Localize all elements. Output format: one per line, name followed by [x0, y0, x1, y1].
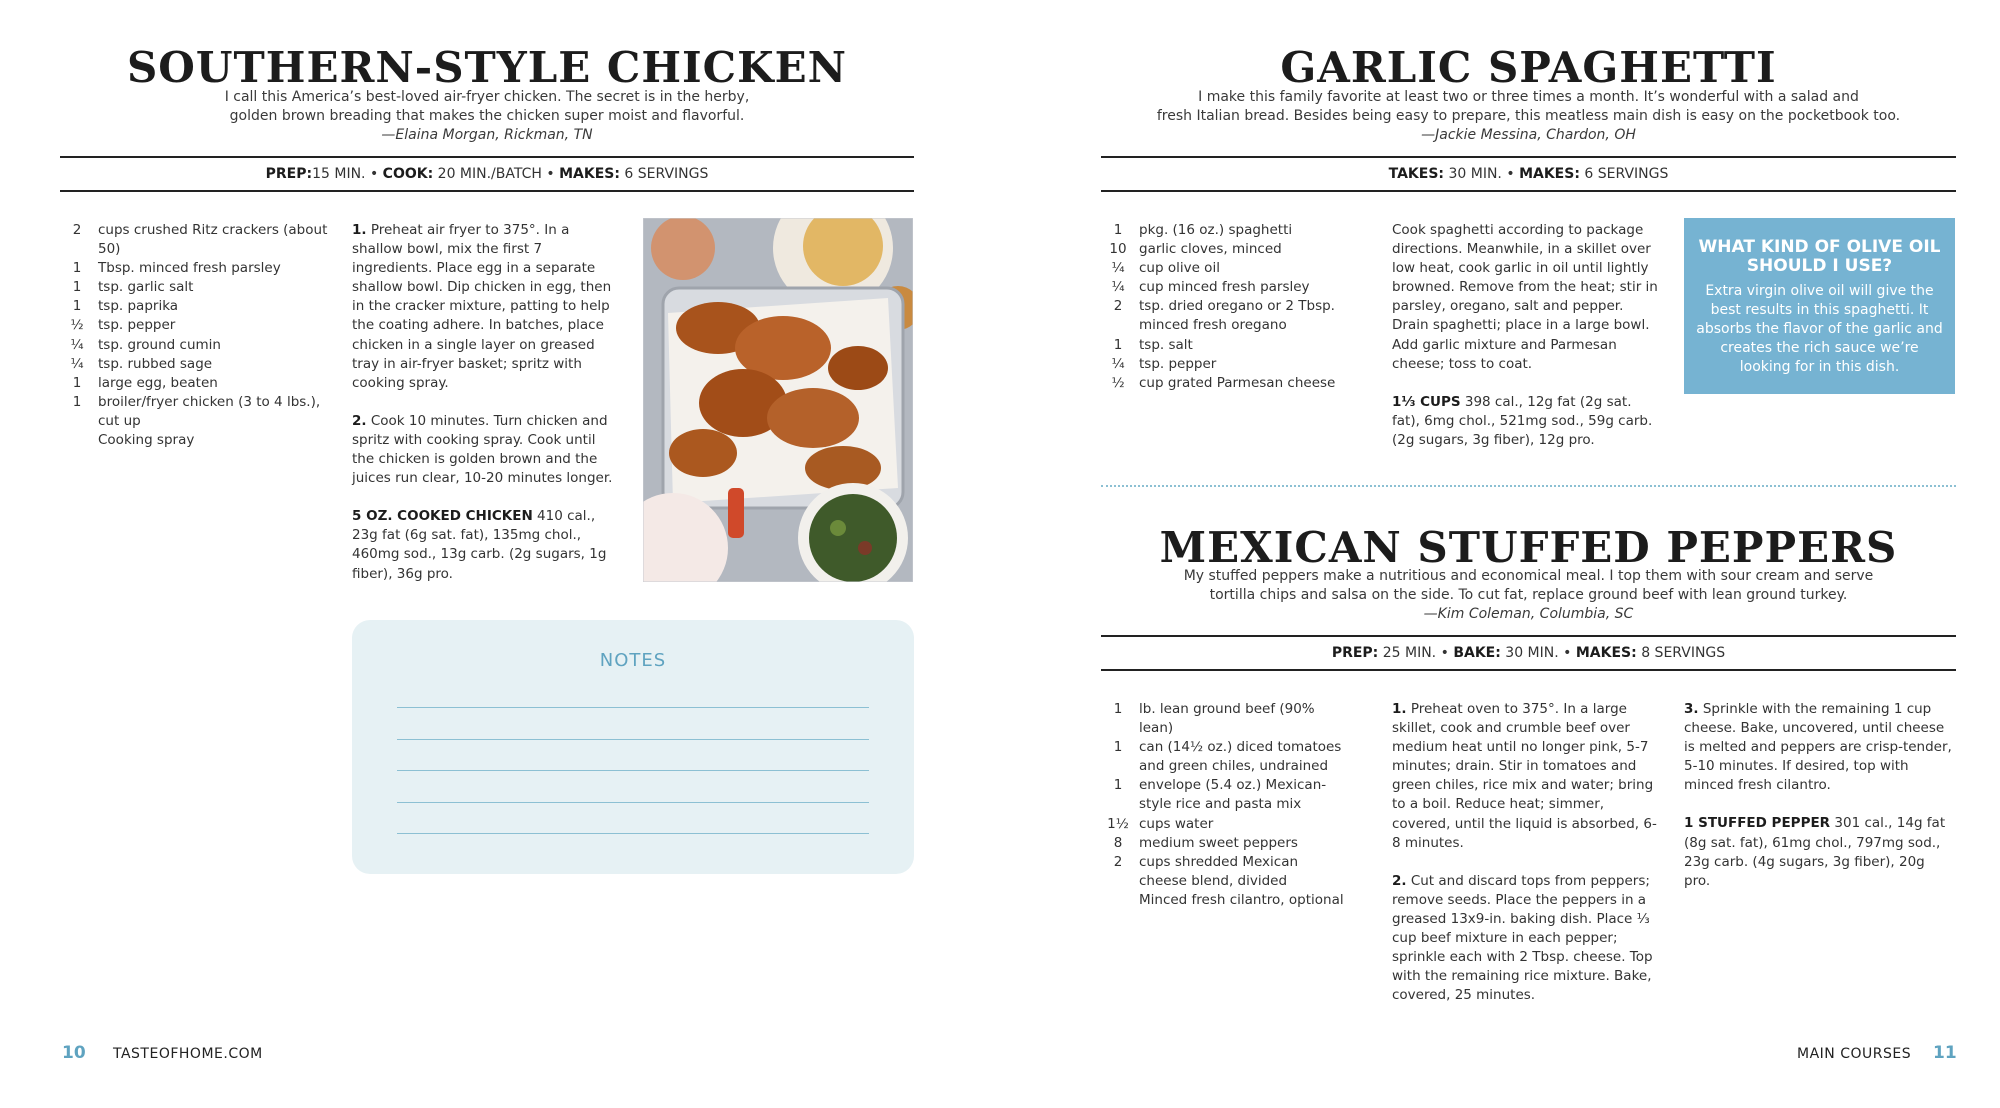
olive-oil-sidebar: [1684, 218, 1955, 394]
ingredient-text: envelope (5.4 oz.) Mexican-style rice and pasta mix: [1139, 777, 1327, 813]
ingredient-quantity: 1: [1113, 777, 1123, 794]
step-number: 1.: [352, 222, 367, 238]
ingredient-quantity: 2: [72, 222, 82, 238]
chicken-intro: [60, 88, 914, 145]
bake-label: BAKE:: [1453, 645, 1501, 661]
ingredient-item: [1107, 240, 1347, 259]
ingredient-item: [1107, 891, 1347, 910]
ingredient-text: can (14½ oz.) diced tomatoes and green chiles, undrained: [1139, 739, 1342, 775]
makes-value: 6 SERVINGS: [624, 166, 709, 182]
sidebar-heading: WHAT KIND OF OLIVE OIL SHOULD I USE?: [1698, 237, 1941, 276]
ingredient-quantity: ¼: [1111, 279, 1125, 296]
step-number: 3.: [1684, 701, 1699, 717]
ingredient-item: [66, 259, 330, 278]
spaghetti-nutrition: [1392, 393, 1658, 450]
spaghetti-rule-bottom: [1101, 190, 1956, 192]
ingredient-quantity: 2: [1113, 298, 1123, 315]
ingredient-item: [1107, 834, 1347, 853]
notes-line[interactable]: [397, 707, 869, 708]
meta-separator: •: [541, 166, 560, 182]
notes-line[interactable]: [397, 739, 869, 740]
ingredient-quantity: ¼: [70, 355, 84, 372]
ingredient-item: [66, 297, 330, 316]
step-text: Preheat air fryer to 375°. In a shallow bowl, mix the first 7 ingredients. Place egg in a separate shallow bowl. Dip chicken in egg, then in the cracker mixture, patting to help the coating adhere. In batches, place chicken in a single layer on greased tray in air-fryer basket; spritz with cooking spray.: [352, 222, 612, 391]
ingredient-item: [1107, 278, 1347, 297]
ingredient-quantity: 1: [72, 260, 82, 277]
peppers-title: MEXICAN STUFFED PEPPERS: [1159, 523, 1898, 572]
spaghetti-directions: [1392, 221, 1658, 469]
step-number: 1.: [1392, 701, 1407, 717]
nutrition-facts: [1684, 814, 1955, 890]
ingredient-item: [1107, 336, 1347, 355]
step-text: Cut and discard tops from peppers; remove seeds. Place the peppers in a greased 13x9-in. baking dish. Place ⅓ cup beef mixture in each pepper; sprinkle each with 2 Tbsp. cheese. Top with the remaining rice mixture. Bake, covered, 25 minutes.: [1392, 872, 1653, 1004]
ingredient-item: [1107, 355, 1347, 374]
ingredient-quantity: ¼: [1111, 260, 1125, 277]
ingredient-item: [66, 355, 330, 374]
step-text: Cook 10 minutes. Turn chicken and spritz with cooking spray. Cook until the chicken is golden brown and the juices run clear, 10-20 minutes longer.: [352, 412, 613, 487]
takes-label: TAKES:: [1388, 166, 1445, 182]
fried-chicken-photo: [643, 218, 913, 582]
ingredient-text: cup grated Parmesan cheese: [1139, 374, 1336, 391]
ingredient-text: lb. lean ground beef (90% lean): [1139, 701, 1315, 737]
ingredient-text: tsp. paprika: [98, 298, 179, 315]
ingredient-text: tsp. rubbed sage: [98, 355, 213, 372]
peppers-byline: —Kim Coleman, Columbia, SC: [1423, 606, 1634, 622]
left-page-number: 10: [62, 1043, 86, 1063]
prep-value: 15 MIN.: [312, 166, 366, 182]
ingredient-quantity: 1: [72, 279, 82, 296]
nutrition-text: 301 cal., 14g fat (8g sat. fat), 61mg chol., 797mg sod., 23g carb. (4g sugars, 3g fiber), 20g pro.: [1684, 815, 1946, 889]
nutrition-text: 398 cal., 12g fat (2g sat. fat), 6mg chol., 521mg sod., 59g carb. (2g sugars, 3g fiber), 12g pro.: [1392, 393, 1653, 448]
chicken-ingredients: [66, 221, 330, 450]
ingredient-text: large egg, beaten: [98, 374, 218, 391]
makes-value: 8 SERVINGS: [1641, 645, 1726, 661]
ingredient-item: [66, 336, 330, 355]
notes-box: [352, 620, 914, 874]
spaghetti-title: GARLIC SPAGHETTI: [1280, 43, 1777, 92]
ingredient-quantity: 8: [1113, 834, 1123, 851]
nutrition-label: 1 STUFFED PEPPER: [1684, 815, 1831, 832]
chicken-intro-line2: golden brown breading that makes the chicken super moist and flavorful.: [229, 108, 745, 124]
notes-line[interactable]: [397, 802, 869, 803]
ingredient-quantity: ½: [1111, 374, 1125, 391]
nutrition-facts: [352, 507, 618, 583]
notes-line[interactable]: [397, 770, 869, 771]
nutrition-label: 5 OZ. COOKED CHICKEN: [352, 508, 533, 525]
section-divider: [1101, 485, 1956, 487]
ingredient-text: Cooking spray: [98, 432, 195, 449]
ingredient-quantity: 1: [72, 374, 82, 391]
left-footer-site: TASTEOFHOME.COM: [113, 1046, 263, 1062]
ingredient-text: tsp. dried oregano or 2 Tbsp. minced fresh oregano: [1139, 298, 1335, 334]
ingredient-item: [66, 374, 330, 393]
ingredient-quantity: 1: [1113, 336, 1123, 353]
chicken-byline: —Elaina Morgan, Rickman, TN: [381, 127, 593, 143]
peppers-directions-col2: [1684, 700, 1955, 910]
peppers-intro-line1: My stuffed peppers make a nutritious and economical meal. I top them with sour cream and serve: [1183, 568, 1874, 584]
step-number: 2.: [1392, 872, 1407, 889]
ingredient-item: [1107, 374, 1347, 393]
fried-chicken-illustration: [643, 218, 913, 582]
peppers-intro-line2: tortilla chips and salsa on the side. To cut fat, replace ground beef with lean ground turkey.: [1209, 587, 1848, 603]
ingredient-text: tsp. pepper: [1139, 355, 1217, 372]
ingredient-text: Minced fresh cilantro, optional: [1139, 891, 1344, 908]
notes-title: NOTES: [599, 650, 667, 671]
meta-separator: •: [1558, 645, 1576, 661]
direction-step: [352, 221, 618, 393]
chicken-intro-line1: I call this America’s best-loved air-fryer chicken. The secret is in the herby,: [224, 89, 750, 105]
ingredient-quantity: 1: [72, 393, 82, 410]
ingredient-text: cups crushed Ritz crackers (about 50): [98, 222, 328, 258]
ingredient-text: garlic cloves, minced: [1139, 241, 1282, 258]
ingredient-item: [1107, 259, 1347, 278]
spaghetti-ingredients: [1107, 221, 1347, 393]
ingredient-text: Tbsp. minced fresh parsley: [98, 260, 281, 277]
chicken-directions: [352, 221, 618, 603]
ingredient-quantity: [1107, 891, 1129, 910]
makes-label: MAKES:: [1519, 166, 1580, 182]
ingredient-text: tsp. pepper: [98, 317, 176, 334]
nutrition-text: 410 cal., 23g fat (6g sat. fat), 135mg chol., 460mg sod., 13g carb. (2g sugars, 1g fiber), 36g pro.: [352, 508, 607, 582]
chicken-meta: [60, 165, 914, 183]
direction-step: [1684, 700, 1955, 795]
ingredient-item: [1107, 738, 1347, 776]
peppers-rule-bottom: [1101, 669, 1956, 671]
notes-line[interactable]: [397, 833, 869, 834]
spaghetti-intro: [1101, 88, 1956, 145]
ingredient-text: tsp. garlic salt: [98, 279, 194, 296]
meta-separator: •: [1436, 645, 1454, 661]
ingredient-text: medium sweet peppers: [1139, 834, 1298, 851]
meta-separator: •: [1501, 166, 1520, 182]
ingredient-item: [1107, 297, 1347, 335]
chicken-title: SOUTHERN-STYLE CHICKEN: [126, 43, 848, 92]
ingredient-text: pkg. (16 oz.) spaghetti: [1139, 222, 1293, 238]
chicken-rule-top: [60, 156, 914, 158]
ingredient-text: broiler/fryer chicken (3 to 4 lbs.), cut up: [98, 393, 321, 429]
chicken-rule-bottom: [60, 190, 914, 192]
ingredient-item: [66, 316, 330, 335]
makes-label: MAKES:: [1575, 645, 1637, 661]
step-text: Preheat oven to 375°. In a large skillet, cook and crumble beef over medium heat until no longer pink, 5-7 minutes; drain. Stir in tomatoes and green chiles, rice mix and water; bring to a boil. Reduce heat; simmer, covered, until the liquid is absorbed, 6-8 minutes.: [1392, 701, 1657, 851]
spaghetti-intro-line1: I make this family favorite at least two or three times a month. It’s wonderful with a salad and: [1198, 89, 1859, 105]
ingredient-item: [1107, 700, 1347, 738]
ingredient-item: [1107, 776, 1347, 814]
ingredient-item: [1107, 815, 1347, 834]
ingredient-text: tsp. ground cumin: [98, 336, 221, 353]
ingredient-quantity: 2: [1113, 853, 1123, 870]
ingredient-item: [1107, 853, 1347, 891]
step-number: 2.: [352, 412, 367, 429]
ingredient-quantity: ¼: [70, 336, 84, 353]
step-text: Sprinkle with the remaining 1 cup cheese. Bake, uncovered, until cheese is melted and peppers are crisp-tender, 5-10 minutes. If desired, top with minced fresh cilantro.: [1684, 701, 1952, 794]
direction-step: [1392, 700, 1658, 853]
spaghetti-directions-text: Cook spaghetti according to package directions. Meanwhile, in a skillet over low heat, cook garlic in oil until lightly browned. Remove from the heat; stir in parsley, oregano, salt and pepper. Drain spaghetti; place in a large bowl. Add garlic mixture and Parmesan cheese; toss to coat.: [1392, 222, 1658, 372]
ingredient-quantity: 1: [1113, 222, 1123, 238]
sidebar-body: Extra virgin olive oil will give the best results in this spaghetti. It absorbs the flavor of the garlic and creates the rich sauce we’re looking for in this dish.: [1696, 283, 1943, 375]
ingredient-text: tsp. salt: [1139, 336, 1193, 353]
makes-value: 6 SERVINGS: [1584, 166, 1669, 182]
ingredient-quantity: ½: [70, 317, 84, 334]
spaghetti-rule-top: [1101, 156, 1956, 158]
ingredient-text: cup minced fresh parsley: [1139, 279, 1310, 296]
right-page-number: 11: [1933, 1043, 1957, 1063]
ingredient-item: [66, 431, 330, 450]
cook-label: COOK:: [382, 166, 434, 182]
peppers-intro: [1101, 567, 1956, 624]
ingredient-quantity: 1: [1113, 739, 1123, 756]
ingredient-quantity: 10: [1109, 241, 1127, 258]
prep-value: 25 MIN.: [1382, 645, 1437, 661]
takes-value: 30 MIN.: [1448, 166, 1502, 182]
cook-value: 20 MIN./BATCH: [437, 166, 542, 182]
ingredient-quantity: 1: [72, 298, 82, 315]
peppers-directions-col1: [1392, 700, 1658, 1024]
ingredient-text: cup olive oil: [1139, 260, 1220, 277]
prep-label: PREP:: [1331, 645, 1379, 661]
meta-separator: •: [365, 166, 383, 182]
ingredient-item: [1107, 221, 1347, 240]
ingredient-item: [66, 393, 330, 431]
nutrition-label: 1⅓ CUPS: [1392, 393, 1461, 410]
ingredient-quantity: [66, 431, 88, 450]
spaghetti-meta: [1101, 165, 1956, 183]
ingredient-text: cups water: [1139, 815, 1214, 832]
peppers-meta: [1101, 644, 1956, 662]
peppers-rule-top: [1101, 635, 1956, 637]
direction-step: [352, 412, 618, 488]
direction-step: [1392, 872, 1658, 1006]
ingredient-item: [66, 221, 330, 259]
prep-label: PREP:: [265, 166, 313, 182]
ingredient-quantity: 1: [1113, 701, 1123, 717]
ingredient-item: [66, 278, 330, 297]
right-footer-section: MAIN COURSES: [1797, 1046, 1912, 1062]
makes-label: MAKES:: [559, 166, 620, 182]
peppers-ingredients: [1107, 700, 1347, 910]
ingredient-quantity: 1½: [1107, 815, 1129, 832]
spaghetti-byline: —Jackie Messina, Chardon, OH: [1421, 127, 1636, 143]
spaghetti-intro-line2: fresh Italian bread. Besides being easy to prepare, this meatless main dish is easy on the pocketbook too.: [1156, 108, 1901, 124]
bake-value: 30 MIN.: [1505, 645, 1559, 661]
ingredient-text: cups shredded Mexican cheese blend, divided: [1139, 853, 1299, 889]
ingredient-quantity: ¼: [1111, 355, 1125, 372]
